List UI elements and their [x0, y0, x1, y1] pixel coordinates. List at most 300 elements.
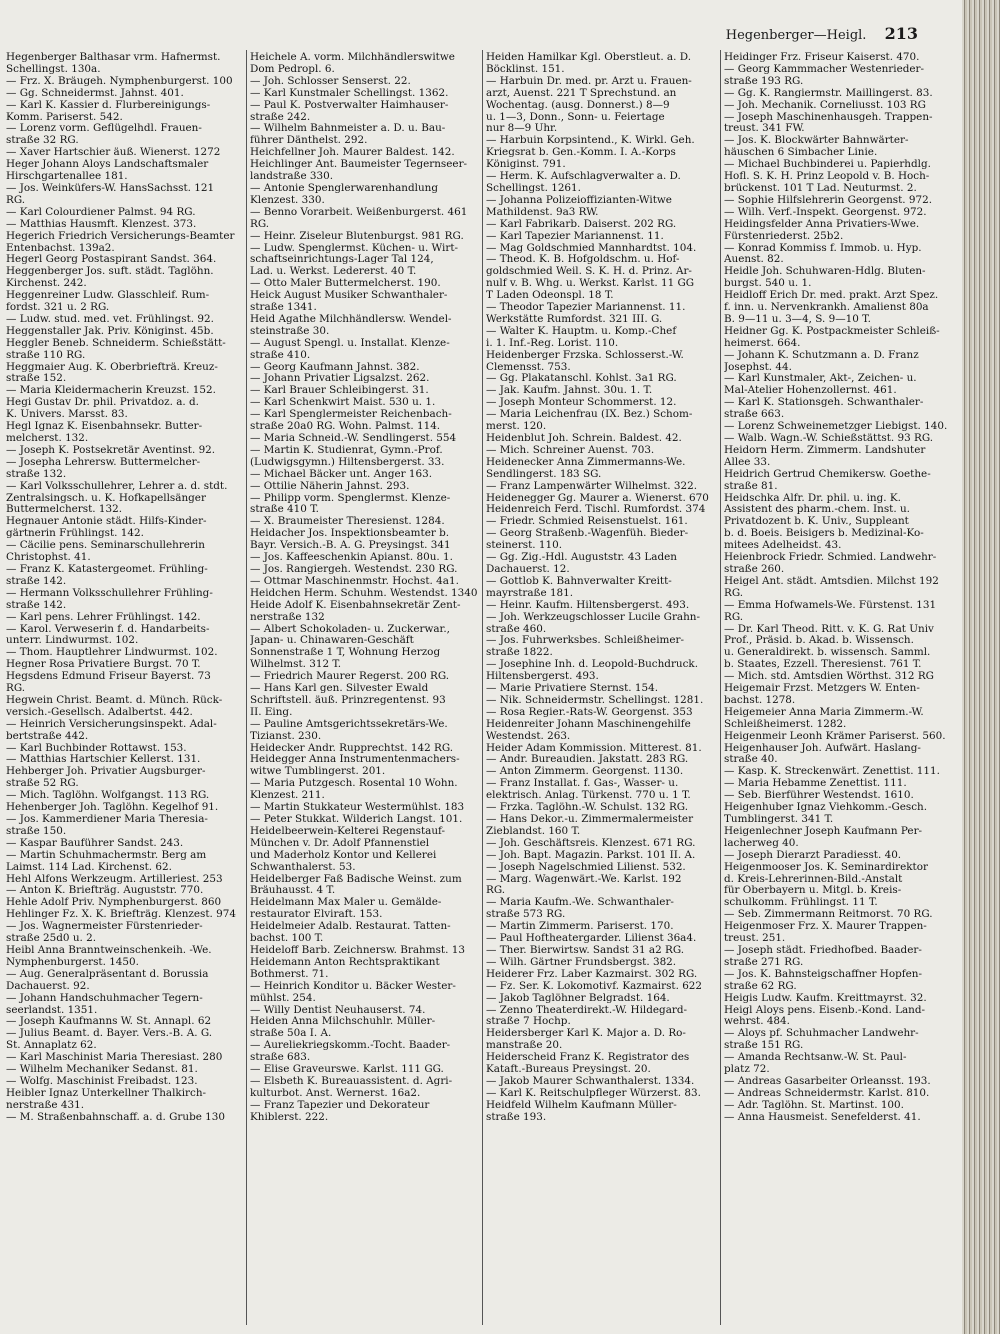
directory-line: Josephst. 44. — [724, 361, 792, 373]
directory-line: Heidenberger Frzska. Schlosserst.-W. — [486, 349, 684, 361]
directory-line: unterr. Lindwurmst. 102. — [6, 635, 139, 647]
directory-line: Heigenhuber Ignaz Viehkomm.-Gesch. — [724, 802, 928, 814]
directory-line: Heiderer Frz. Laber Kazmairst. 302 RG. — [486, 968, 698, 980]
directory-line: Hehenberger Joh. Taglöhn. Kegelhof 91. — [6, 802, 219, 814]
directory-line: — Herm. K. Aufschlagverwalter a. D. — [486, 171, 681, 183]
directory-line: straße 1822. — [486, 647, 553, 659]
directory-line: Dom Pedropl. 6. — [250, 63, 335, 75]
directory-line: landstraße 330. — [250, 171, 334, 183]
directory-line: Sendlingerst. 183 SG. — [486, 468, 602, 480]
directory-line: Auenst. 82. — [724, 254, 784, 266]
directory-line: für Oberbayern u. Mitgl. b. Kreis- — [724, 885, 902, 897]
directory-line: — Jos. Rangiergeh. Westendst. 230 RG. — [250, 563, 458, 575]
directory-line: — Michael Bäcker unt. Anger 163. — [250, 468, 433, 480]
directory-line: Allee 33. — [724, 456, 771, 468]
directory-line: Clemensst. 753. — [486, 361, 571, 373]
directory-line: Heidelmeier Adalb. Restaurat. Tatten- — [250, 921, 451, 933]
directory-line: — Joh. Mechanik. Corneliusst. 103 RG — [724, 99, 926, 111]
directory-line: Heidenegger Gg. Maurer a. Wienerst. 670 — [486, 492, 709, 504]
directory-line: — Martin Zimmerm. Pariserst. 170. — [486, 921, 674, 933]
directory-line: — Seb. Bierführer Westendst. 1610. — [724, 790, 914, 802]
directory-line: — Friedrich Maurer Regerst. 200 RG. — [250, 671, 450, 683]
directory-line: Heigel Ant. städt. Amtsdien. Milchst 192 — [724, 575, 939, 587]
directory-line: — Amanda Rechtsanw.-W. St. Paul- — [724, 1052, 907, 1064]
directory-line: Heick August Musiker Schwanthaler- — [250, 290, 448, 302]
directory-line: Heichlinger Ant. Baumeister Tegernseer- — [250, 159, 468, 171]
directory-line: — Jak. Kaufm. Jahnst. 30u. 1. T. — [486, 385, 653, 397]
directory-line: straße 25d0 u. 2. — [6, 933, 97, 945]
directory-line: — Anna Hausmeist. Senefelderst. 41. — [724, 1111, 921, 1123]
directory-line: Heidemann Anton Rechtspraktikant — [250, 956, 440, 968]
directory-line: straße 151 RG. — [724, 1040, 804, 1052]
directory-line: straße 62 RG. — [724, 980, 797, 992]
directory-line: — Lorenz Schweinemetzger Liebigst. 140. — [724, 421, 948, 433]
directory-line: u. Generaldirekt. b. wissensch. Samml. — [724, 647, 931, 659]
directory-line: häuschen 6 Simbacher Linie. — [724, 147, 878, 159]
directory-line: Hofl. S. K. H. Prinz Leopold v. B. Hoch- — [724, 171, 930, 183]
directory-line: Heidenreiter Johann Maschinengehilfe — [486, 718, 691, 730]
directory-line: — Cäcilie pens. Seminarschullehrerin — [6, 540, 205, 552]
directory-line: Westendst. 263. — [486, 730, 571, 742]
directory-line: Bothmerst. 71. — [250, 968, 329, 980]
directory-line: Heigenmeir Leonh Krämer Pariserst. 560. — [724, 730, 946, 742]
directory-line: Hegwein Christ. Beamt. d. Münch. Rück- — [6, 694, 223, 706]
directory-line: Heidschka Alfr. Dr. phil. u. ing. K. — [724, 492, 901, 504]
directory-line: Heggmaier Aug. K. Oberbriefträ. Kreuz- — [6, 361, 218, 373]
directory-line: — Walter K. Hauptm. u. Komp.-Chef — [486, 325, 677, 337]
directory-line: — Matthias Hartschier Kellerst. 131. — [6, 754, 201, 766]
directory-line: heimerst. 664. — [724, 337, 801, 349]
directory-line: — Marg. Wagenwärt.-We. Karlst. 192 — [486, 873, 682, 885]
directory-line: Heibl Anna Branntweinschenkeih. -We. — [6, 944, 212, 956]
directory-line: schaftseinrichtungs-Lager Tal 124, — [250, 254, 434, 266]
directory-line: — Fz. Ser. K. Lokomotivf. Kazmairst. 622 — [486, 980, 703, 992]
directory-line: RG. — [724, 587, 744, 599]
directory-line: — Wilh. Gärtner Frundsbergst. 382. — [486, 956, 677, 968]
directory-line: Hegnauer Antonie städt. Hilfs-Kinder- — [6, 516, 207, 528]
directory-line: — Pauline Amtsgerichtssekretärs-We. — [250, 718, 448, 730]
directory-line: nur 8—9 Uhr. — [486, 123, 558, 135]
directory-line: — Karl Colourdiener Palmst. 94 RG. — [6, 206, 196, 218]
directory-line: — Johann K. Schutzmann a. D. Franz — [724, 349, 919, 361]
directory-line: Heger Johann Aloys Landschaftsmaler — [6, 159, 209, 171]
directory-line: — Karl K. Kassier d. Flurbereinigungs- — [6, 99, 211, 111]
directory-line: — Martin K. Studienrat, Gymn.-Prof. — [250, 444, 443, 456]
directory-line: — Otto Maler Buttermelcherst. 190. — [250, 278, 441, 290]
directory-line: — Kaspar Bauführer Sandst. 243. — [6, 837, 184, 849]
directory-line: — Wilhelm Bahnmeister a. D. u. Bau- — [250, 123, 446, 135]
directory-line: fordst. 321 u. 2 RG. — [6, 302, 110, 314]
directory-line: nulf v. B. Whg. u. Werkst. Karlst. 11 GG — [486, 278, 695, 290]
directory-line: Kataft.-Bureaus Preysingst. 20. — [486, 1064, 651, 1076]
directory-line: d. Kreis-Lehrerinnen-Bild.-Anstalt — [724, 873, 903, 885]
directory-line: — Wilh. Verf.-Inspekt. Georgenst. 972. — [724, 206, 927, 218]
directory-line: Lad. u. Werkst. Ledererst. 40 T. — [250, 266, 417, 278]
directory-line: — Martin Stukkateur Westermühlst. 183 — [250, 802, 465, 814]
directory-line: — Maria Kaufm.-We. Schwanthaler- — [486, 897, 674, 909]
directory-line: straße 142. — [6, 575, 67, 587]
directory-line: Heigis Ludw. Kaufm. Kreittmayrst. 32. — [724, 992, 927, 1004]
directory-line: — Gottlob K. Bahnverwalter Kreitt- — [486, 575, 672, 587]
directory-line: Wochentag. (ausg. Donnerst.) 8—9 — [486, 99, 670, 111]
directory-line: — Josephine Inh. d. Leopold-Buchdruck. — [486, 659, 699, 671]
directory-line: Hegner Rosa Privatiere Burgst. 70 T. — [6, 659, 201, 671]
directory-line: Hehberger Joh. Privatier Augsburger- — [6, 766, 206, 778]
directory-line: — Paul K. Postverwalter Haimhauser- — [250, 99, 449, 111]
directory-line: Heidenecker Anna Zimmermanns-We. — [486, 456, 686, 468]
directory-line: — Joh. Schlosser Senserst. 22. — [250, 75, 411, 87]
directory-line: Heidle Joh. Schuhwaren-Hdlg. Bluten- — [724, 266, 926, 278]
directory-line: schulkomm. Frühlingst. 11 T. — [724, 897, 878, 909]
directory-line: Heiderscheid Franz K. Registrator des — [486, 1052, 690, 1064]
book-page-edges — [962, 0, 1000, 1334]
directory-line: — Jos. K. Bahnsteigschaffner Hopfen- — [724, 968, 922, 980]
directory-line: Heidelmann Max Maler u. Gemälde- — [250, 897, 442, 909]
directory-column-2 — [250, 52, 490, 1124]
directory-line: straße 193 RG. — [724, 75, 804, 87]
directory-line: straße 152. — [6, 373, 67, 385]
directory-line: — Aureliekriegskomm.-Tocht. Baader- — [250, 1040, 451, 1052]
directory-line: Heienbrock Friedr. Schmied. Landwehr- — [724, 552, 937, 564]
directory-line: Hegl Ignaz K. Eisenbahnsekr. Butter- — [6, 421, 203, 433]
directory-line: — Mich. std. Amtsdien Wörthst. 312 RG — [724, 671, 934, 683]
directory-line: f. inn. u. Nervenkrankh. Amalienst 80a — [724, 302, 929, 314]
directory-line: — Maria Hebamme Zenettist. 111. — [724, 778, 907, 790]
directory-line: — Karl pens. Lehrer Frühlingst. 142. — [6, 611, 201, 623]
directory-line: — Heinr. Kaufm. Hiltensbergerst. 493. — [486, 599, 690, 611]
page-number: 213 — [884, 24, 918, 43]
directory-line: mitees Adelheidst. 43. — [724, 540, 842, 552]
directory-line: Nymphenburgerst. 1450. — [6, 956, 139, 968]
directory-column-1 — [6, 52, 246, 1124]
directory-line: Heidingsfelder Anna Privatiers-Wwe. — [724, 218, 920, 230]
directory-line: — Karl Kunstmaler, Akt-, Zeichen- u. — [724, 373, 917, 385]
directory-line: treust. 341 FW. — [724, 123, 805, 135]
directory-line: Heigenmoser Frz. X. Maurer Trappen- — [724, 921, 927, 933]
directory-line: versich.-Gesellsch. Adalbertst. 442. — [6, 706, 193, 718]
directory-line: Heidner Gg. K. Postpackmeister Schleiß- — [724, 325, 940, 337]
directory-line: Schriftstell. äuß. Prinzregentenst. 93 — [250, 694, 446, 706]
directory-line: Tizianst. 230. — [250, 730, 322, 742]
directory-line: — Hermann Volksschullehrer Frühling- — [6, 587, 213, 599]
directory-line: Heigl Aloys pens. Eisenb.-Kond. Land- — [724, 1004, 926, 1016]
directory-line: — Joseph K. Postsekretär Aventinst. 92. — [6, 444, 216, 456]
directory-line: straße 410. — [250, 349, 311, 361]
directory-line: — Maria Kleidermacherin Kreuzst. 152. — [6, 385, 216, 397]
directory-line: München v. Dr. Adolf Pfannenstiel — [250, 837, 430, 849]
directory-line: straße 663. — [724, 409, 785, 421]
directory-line: — Gg. Schneidermst. Jahnst. 401. — [6, 87, 184, 99]
directory-line: straße 142. — [6, 599, 67, 611]
directory-line: — Josepha Lehrersw. Buttermelcher- — [6, 456, 201, 468]
directory-line: Heidorn Herm. Zimmerm. Landshuter — [724, 444, 926, 456]
directory-line: straße 7 Hochp. — [486, 1016, 571, 1028]
directory-line: straße 1341. — [250, 302, 317, 314]
directory-line: Hegerl Georg Postaspirant Sandst. 364. — [6, 254, 217, 266]
directory-line: führer Dänthelst. 292. — [250, 135, 368, 147]
directory-line: RG. — [6, 194, 26, 206]
directory-line: — Karl Kunstmaler Schellingst. 1362. — [250, 87, 449, 99]
directory-line: — Karl Schenkwirt Maist. 530 u. 1. — [250, 397, 436, 409]
directory-line: — Ottmar Maschinenmstr. Hochst. 4a1. — [250, 575, 459, 587]
directory-line: Heidecker Andr. Rupprechtst. 142 RG. — [250, 742, 454, 754]
directory-line: Heibler Ignaz Unterkellner Thalkirch- — [6, 1087, 207, 1099]
directory-line: — Gg. Plakatanschl. Kohlst. 3a1 RG. — [486, 373, 677, 385]
directory-line: Hegsdens Edmund Friseur Bayerst. 73 — [6, 671, 211, 683]
directory-line: Heide Adolf K. Eisenbahnsekretär Zent- — [250, 599, 461, 611]
directory-line: — Ludw. stud. med. vet. Frühlingst. 92. — [6, 313, 214, 325]
directory-line: — Maria Putzgesch. Rosental 10 Wohn. — [250, 778, 458, 790]
directory-line: — Benno Vorarbeit. Weißenburgerst. 461 — [250, 206, 468, 218]
directory-line: — Theod. K. B. Hofgoldschm. u. Hof- — [486, 254, 680, 266]
directory-line: Hegenberger Balthasar vrm. Hafnermst. — [6, 52, 221, 63]
directory-line: Heiden Anna Milchschuhlr. Müller- — [250, 1016, 436, 1028]
directory-line: (Ludwigsgymn.) Hiltensbergerst. 33. — [250, 456, 445, 468]
directory-line: — Andreas Schneidermstr. Karlst. 810. — [724, 1087, 930, 1099]
directory-line: — Karl Fabrikarb. Daiserst. 202 RG. — [486, 218, 677, 230]
directory-line: — Georg Kammmacher Westenrieder- — [724, 63, 925, 75]
directory-line: — Frz. X. Bräugeh. Nymphenburgerst. 100 — [6, 75, 233, 87]
directory-line: Bräuhausst. 4 T. — [250, 885, 336, 897]
directory-line: Heidenreich Ferd. Tischl. Rumfordst. 374 — [486, 504, 706, 516]
directory-line: steinerst. 110. — [486, 540, 563, 552]
directory-line: Privatdozent b. K. Univ., Suppleant — [724, 516, 909, 528]
directory-line: — Karl Volksschullehrer, Lehrer a. d. stdt. — [6, 480, 228, 492]
directory-line: merst. 120. — [486, 421, 547, 433]
directory-line: — Maria Schneid.-W. Sendlingerst. 554 — [250, 433, 457, 444]
directory-line: gärtnerin Frühlingst. 142. — [6, 528, 144, 540]
directory-line: elektrisch. Anlag. Türkenst. 770 u. 1 T. — [486, 790, 691, 802]
directory-line: Heidinger Frz. Friseur Kaiserst. 470. — [724, 52, 920, 63]
directory-line: Prof., Präsid. b. Akad. b. Wissensch. — [724, 635, 914, 647]
directory-line: straße 32 RG. — [6, 135, 79, 147]
directory-line: i. 1. Inf.-Reg. Lorist. 110. — [486, 337, 619, 349]
directory-line: witwe Tumblingerst. 201. — [250, 766, 386, 778]
directory-line: u. 1—3, Donn., Sonn- u. Feiertage — [486, 111, 665, 123]
directory-line: mühlst. 254. — [250, 992, 316, 1004]
directory-line: restaurator Elviraft. 153. — [250, 909, 383, 921]
column-divider — [246, 50, 247, 1325]
directory-line: Heider Adam Kommission. Mitterest. 81. — [486, 742, 702, 754]
directory-line: — Andr. Bureaudien. Jakstatt. 283 RG. — [486, 754, 689, 766]
directory-line: nerstraße 132 — [250, 611, 325, 623]
directory-line: — Joseph Kaufmanns W. St. Annapl. 62 — [6, 1016, 212, 1028]
directory-line: — Karl Buchbinder Rottawst. 153. — [6, 742, 187, 754]
directory-line: Zentralsingsch. u. K. Hofkapellsänger — [6, 492, 206, 504]
directory-column-3 — [486, 52, 726, 1124]
directory-line: — Georg Straßenb.-Wagenfüh. Bieder- — [486, 528, 689, 540]
directory-line: Hegerich Friedrich Versicherungs-Beamter — [6, 230, 235, 242]
directory-line: Kirchenst. 242. — [6, 278, 87, 290]
directory-line: — Aloys pf. Schuhmacher Landwehr- — [724, 1028, 919, 1040]
directory-line: — Heinrich Konditor u. Bäcker Wester- — [250, 980, 456, 992]
directory-line: — Joseph städt. Friedhofbed. Baader- — [724, 944, 922, 956]
directory-line: Entenbachst. 139a2. — [6, 242, 115, 254]
directory-line: — Joseph Nagelschmied Lilienst. 532. — [486, 861, 686, 873]
directory-line: — Ludw. Spenglermst. Küchen- u. Wirt- — [250, 242, 459, 254]
running-title: Hegenberger—Heigl. — [725, 28, 867, 43]
directory-line: — Dr. Karl Theod. Ritt. v. K. G. Rat Univ — [724, 623, 934, 635]
directory-line: — Karl Brauer Schleibingerst. 31. — [250, 385, 429, 397]
directory-line: — Joh. Werkzeugschlosser Lucile Grahn- — [486, 611, 700, 623]
directory-line: Heigenhauser Joh. Aufwärt. Haslang- — [724, 742, 921, 754]
directory-line: — Elise Graveurswe. Karlst. 111 GG. — [250, 1064, 444, 1076]
directory-line: — Jos. Wagnermeister Fürstenrieder- — [6, 921, 203, 933]
directory-line: Klenzest. 211. — [250, 790, 325, 802]
directory-line: Schwanthalerst. 53. — [250, 861, 356, 873]
directory-line: Heidloff Erich Dr. med. prakt. Arzt Spez. — [724, 290, 939, 302]
directory-line: — Johann Privatier Ligsalzst. 262. — [250, 373, 430, 385]
directory-line: bachst. 100 T. — [250, 933, 324, 945]
directory-line: — Philipp vorm. Spenglermst. Klenze- — [250, 492, 451, 504]
page-header — [726, 24, 918, 43]
directory-line: — Paul Hoftheatergarder. Lilienst 36a4. — [486, 933, 697, 945]
directory-line: — Georg Kaufmann Jahnst. 382. — [250, 361, 420, 373]
directory-line: Mal-Atelier Hohenzollernst. 461. — [724, 385, 897, 397]
directory-line: Schellingst. 130a. — [6, 63, 101, 75]
directory-line: straße 242. — [250, 111, 311, 123]
directory-line: — Jos. Weinküfers-W. HansSachsst. 121 — [6, 182, 215, 194]
directory-line: Heichfellner Joh. Maurer Baldest. 142. — [250, 147, 455, 159]
directory-line: — Nik. Schneidermstr. Schellingst. 1281. — [486, 694, 704, 706]
directory-line: Heggenberger Jos. suft. städt. Taglöhn. — [6, 266, 214, 278]
directory-line: steinstraße 30. — [250, 325, 330, 337]
directory-line: — Jakob Maurer Schwanthalerst. 1334. — [486, 1075, 695, 1087]
directory-line: — Joh. Geschäftsreis. Klenzest. 671 RG. — [486, 837, 696, 849]
directory-line: Schellingst. 1261. — [486, 182, 581, 194]
directory-line: — Maria Leichenfrau (IX. Bez.) Schom- — [486, 409, 693, 421]
directory-line: — Joseph Dierarzt Paradiesst. 40. — [724, 849, 902, 861]
directory-line: straße 50a I. A. — [250, 1028, 332, 1040]
directory-line: straße 271 RG. — [724, 956, 804, 968]
directory-line: Mathildenst. 9a3 RW. — [486, 206, 599, 218]
directory-line: — Mich. Schreiner Auenst. 703. — [486, 444, 655, 456]
directory-line: platz 72. — [724, 1064, 770, 1076]
directory-line: — Karl Spenglermeister Reichenbach- — [250, 409, 452, 421]
directory-line: Hehl Alfons Werkzeugm. Artilleriest. 253 — [6, 873, 223, 885]
directory-line: Heggenreiner Ludw. Glasschleif. Rum- — [6, 290, 210, 302]
directory-line: — Franz Installat. f. Gas-, Wasser- u. — [486, 778, 679, 790]
directory-line: Sonnenstraße 1 T, Wohnung Herzog — [250, 647, 441, 659]
directory-line: Christophst. 41. — [6, 552, 91, 564]
directory-line: Heidacher Jos. Inspektionsbeamter b. — [250, 528, 450, 540]
directory-line: mayrstraße 181. — [486, 587, 574, 599]
directory-line: — Franz K. Katastergeomet. Frühling- — [6, 563, 208, 575]
directory-column-4 — [724, 52, 962, 1124]
directory-line: treust. 251. — [724, 933, 786, 945]
directory-line: II. Eing. — [250, 706, 293, 718]
directory-line: — Karl K. Stationsgeh. Schwanthaler- — [724, 397, 924, 409]
directory-line: Heiden Hamilkar Kgl. Oberstleut. a. D. — [486, 52, 691, 63]
directory-line: — Franz Tapezier und Dekorateur — [250, 1099, 430, 1111]
directory-line: Laimst. 114 Lad. Kirchenst. 62. — [6, 861, 172, 873]
directory-line: B. 9—11 u. 3—4, S. 9—10 T. — [724, 313, 871, 325]
directory-line: — Emma Hofwamels-We. Fürstenst. 131 — [724, 599, 937, 611]
directory-line: — Ther. Bierwirtsw. Sandst 31 a2 RG. — [486, 944, 685, 956]
directory-line: Hirschgartenallee 181. — [6, 171, 128, 183]
directory-line: b. Staates, Ezzell. Theresienst. 761 T. — [724, 659, 922, 671]
directory-line: Hegi Gustav Dr. phil. Privatdoz. a. d. — [6, 397, 199, 409]
directory-line: straße 20a0 RG. Wohn. Palmst. 114. — [250, 421, 441, 433]
directory-line: Buttermelcherst. 132. — [6, 504, 122, 516]
directory-line: straße 110 RG. — [6, 349, 86, 361]
directory-line: — Julius Beamt. d. Bayer. Vers.-B. A. G. — [6, 1028, 213, 1040]
directory-line: Heichele A. vorm. Milchhändlerswitwe — [250, 52, 455, 63]
directory-line: Heggler Beneb. Schneiderm. Schießstätt- — [6, 337, 226, 349]
directory-line: — Zenno Theaterdirekt.-W. Hildegard- — [486, 1004, 688, 1016]
directory-line: — Martin Schuhmachermstr. Berg am — [6, 849, 207, 861]
directory-line: Dachauerst. 12. — [486, 563, 570, 575]
directory-line: nerstraße 431. — [6, 1099, 85, 1111]
directory-line: — Jos. K. Blockwärter Bahnwärter- — [724, 135, 909, 147]
directory-line: Heidersberger Karl K. Major a. D. Ro- — [486, 1028, 686, 1040]
directory-line: — Michael Buchbinderei u. Papierhdlg. — [724, 159, 931, 171]
directory-line: Hiltensbergerst. 493. — [486, 671, 599, 683]
directory-line: — Heinr. Ziseleur Blutenburgst. 981 RG. — [250, 230, 464, 242]
directory-line: — Joseph Maschinenhausgeh. Trappen- — [724, 111, 933, 123]
directory-line: kulturbot. Anst. Wernerst. 16a2. — [250, 1087, 421, 1099]
directory-line: Klenzest. 330. — [250, 194, 325, 206]
directory-line: Werkstätte Rumfordst. 321 III. G. — [486, 313, 663, 325]
directory-line: — Mich. Taglöhn. Wolfgangst. 113 RG. — [6, 790, 210, 802]
directory-line: Heidchen Herm. Schuhm. Westendst. 1340 — [250, 587, 478, 599]
directory-line: — Albert Schokoladen- u. Zuckerwar., — [250, 623, 450, 635]
directory-line: straße 573 RG. — [486, 909, 566, 921]
directory-line: — Jakob Taglöhner Belgradst. 164. — [486, 992, 670, 1004]
directory-line: Schleißheimerst. 1282. — [724, 718, 847, 730]
directory-line: burgst. 540 u. 1. — [724, 278, 812, 290]
directory-line: straße 460. — [486, 623, 547, 635]
directory-line: straße 150. — [6, 825, 67, 837]
directory-line: bertstraße 442. — [6, 730, 89, 742]
directory-line: — Hans Dekor.-u. Zimmermalermeister — [486, 814, 694, 825]
directory-line: arzt, Auenst. 221 T Sprechstund. an — [486, 87, 677, 99]
directory-line: — Kasp. K. Streckenwärt. Zenettist. 111. — [724, 766, 940, 778]
directory-line: bachst. 1278. — [724, 694, 796, 706]
directory-line: — Mag Goldschmied Mannhardtst. 104. — [486, 242, 697, 254]
directory-line: Tumblingerst. 341 T. — [724, 814, 834, 825]
directory-line: — Heinrich Versicherungsinspekt. Adal- — [6, 718, 217, 730]
directory-line: RG. — [250, 218, 270, 230]
directory-line: — Friedr. Schmied Reisenstuelst. 161. — [486, 516, 688, 528]
directory-line: — Karl K. Reitschulpfleger Würzerst. 83. — [486, 1087, 701, 1099]
directory-line: — Franz Lampenwärter Wilhelmst. 322. — [486, 480, 698, 492]
directory-line: straße 40. — [724, 754, 778, 766]
directory-line: Japan- u. Chinawaren-Geschäft — [250, 635, 414, 647]
directory-line: — Walb. Wagn.-W. Schießstättst. 93 RG. — [724, 433, 934, 444]
directory-line: St. Annaplatz 62. — [6, 1040, 97, 1052]
directory-line: straße 410 T. — [250, 504, 319, 516]
directory-line: Heggenstaller Jak. Priv. Königinst. 45b. — [6, 325, 214, 337]
directory-line: melcherst. 132. — [6, 433, 89, 444]
directory-line: — Sophie Hilfslehrerin Georgenst. 972. — [724, 194, 933, 206]
directory-line: straße 81. — [724, 480, 778, 492]
directory-line: Heigemair Frzst. Metzgers W. Enten- — [724, 683, 920, 695]
directory-line: RG. — [486, 885, 506, 897]
directory-line: Hehlinger Fz. X. K. Briefträg. Klenzest. 974 — [6, 909, 236, 921]
directory-line: Heigenmooser Jos. K. Seminardirektor — [724, 861, 928, 873]
directory-line: lacherweg 40. — [724, 837, 799, 849]
directory-line: Kriegsrat b. Gen.-Komm. I. A.-Korps — [486, 147, 676, 159]
directory-line: Bayr. Versich.-B. A. G. Preysingst. 341 — [250, 540, 451, 552]
directory-line: — Marie Privatiere Sternst. 154. — [486, 683, 659, 695]
directory-line: Assistent des pharm.-chem. Inst. u. — [724, 504, 910, 516]
directory-line: — Johann Handschuhmacher Tegern- — [6, 992, 203, 1004]
directory-line: RG. — [724, 611, 744, 623]
directory-line: Heidrich Gertrud Chemikersw. Goethe- — [724, 468, 931, 480]
directory-line: straße 193. — [486, 1111, 547, 1123]
directory-line: straße 132. — [6, 468, 67, 480]
